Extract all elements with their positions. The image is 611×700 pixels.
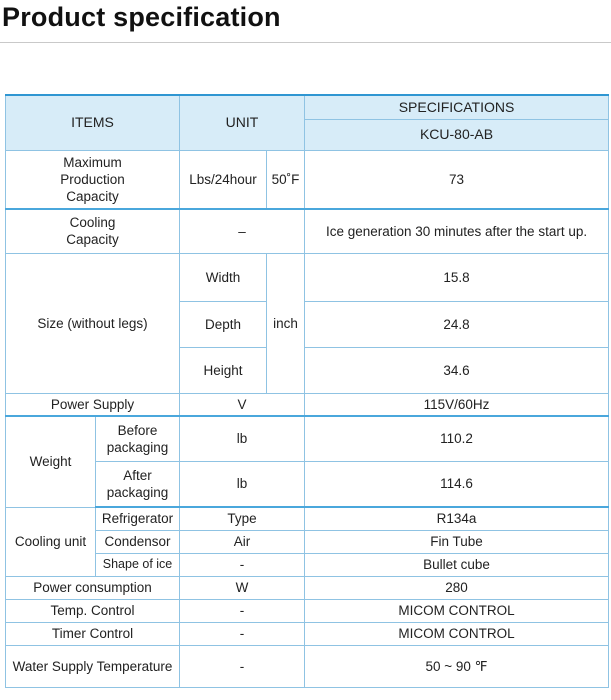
max-production-value: 73 xyxy=(305,150,609,209)
timer-control-label: Timer Control xyxy=(6,622,180,645)
power-supply-unit: V xyxy=(180,393,305,416)
refrigerator-unit: Type xyxy=(180,507,305,530)
cooling-capacity-value: Ice generation 30 minutes after the start up. xyxy=(305,209,609,253)
header-unit: UNIT xyxy=(180,95,305,150)
timer-control-unit: - xyxy=(180,622,305,645)
weight-after-label: After packaging xyxy=(96,461,180,507)
size-height-label: Height xyxy=(180,347,267,393)
weight-before-value: 110.2 xyxy=(305,416,609,461)
cooling-capacity-label: Cooling Capacity xyxy=(6,209,180,253)
size-width-label: Width xyxy=(180,253,267,301)
header-model: KCU-80-AB xyxy=(305,119,609,150)
power-supply-label: Power Supply xyxy=(6,393,180,416)
page-title: Product specification xyxy=(2,2,281,32)
weight-label: Weight xyxy=(6,416,96,507)
refrigerator-value: R134a xyxy=(305,507,609,530)
temp-control-label: Temp. Control xyxy=(6,599,180,622)
power-consumption-label: Power consumption xyxy=(6,576,180,599)
water-supply-temp-unit: - xyxy=(180,645,305,687)
water-supply-temp-value: 50 ~ 90 ℉ xyxy=(305,645,609,687)
size-unit: inch xyxy=(267,253,305,393)
shape-of-ice-value: Bullet cube xyxy=(305,553,609,576)
size-height-value: 34.6 xyxy=(305,347,609,393)
weight-before-unit: lb xyxy=(180,416,305,461)
shape-of-ice-unit: - xyxy=(180,553,305,576)
size-depth-label: Depth xyxy=(180,301,267,347)
size-width-value: 15.8 xyxy=(305,253,609,301)
temp-control-unit: - xyxy=(180,599,305,622)
temp-control-value: MICOM CONTROL xyxy=(305,599,609,622)
condensor-value: Fin Tube xyxy=(305,530,609,553)
weight-after-value: 114.6 xyxy=(305,461,609,507)
max-production-condition: 50˚F xyxy=(267,150,305,209)
header-items: ITEMS xyxy=(6,95,180,150)
power-supply-value: 115V/60Hz xyxy=(305,393,609,416)
max-production-label: Maximum Production Capacity xyxy=(6,150,180,209)
size-depth-value: 24.8 xyxy=(305,301,609,347)
weight-before-label: Before packaging xyxy=(96,416,180,461)
specification-table xyxy=(5,94,609,688)
power-consumption-unit: W xyxy=(180,576,305,599)
condensor-unit: Air xyxy=(180,530,305,553)
header-specifications: SPECIFICATIONS xyxy=(305,95,609,119)
size-label: Size (without legs) xyxy=(6,253,180,393)
power-consumption-value: 280 xyxy=(305,576,609,599)
max-production-unit: Lbs/24hour xyxy=(180,150,267,209)
weight-after-unit: lb xyxy=(180,461,305,507)
timer-control-value: MICOM CONTROL xyxy=(305,622,609,645)
shape-of-ice-label: Shape of ice xyxy=(96,553,180,576)
cooling-capacity-unit: – xyxy=(180,209,305,253)
refrigerator-label: Refrigerator xyxy=(96,507,180,530)
cooling-unit-label: Cooling unit xyxy=(6,507,96,576)
water-supply-temp-label: Water Supply Temperature xyxy=(6,645,180,687)
condensor-label: Condensor xyxy=(96,530,180,553)
title-divider xyxy=(0,42,611,43)
